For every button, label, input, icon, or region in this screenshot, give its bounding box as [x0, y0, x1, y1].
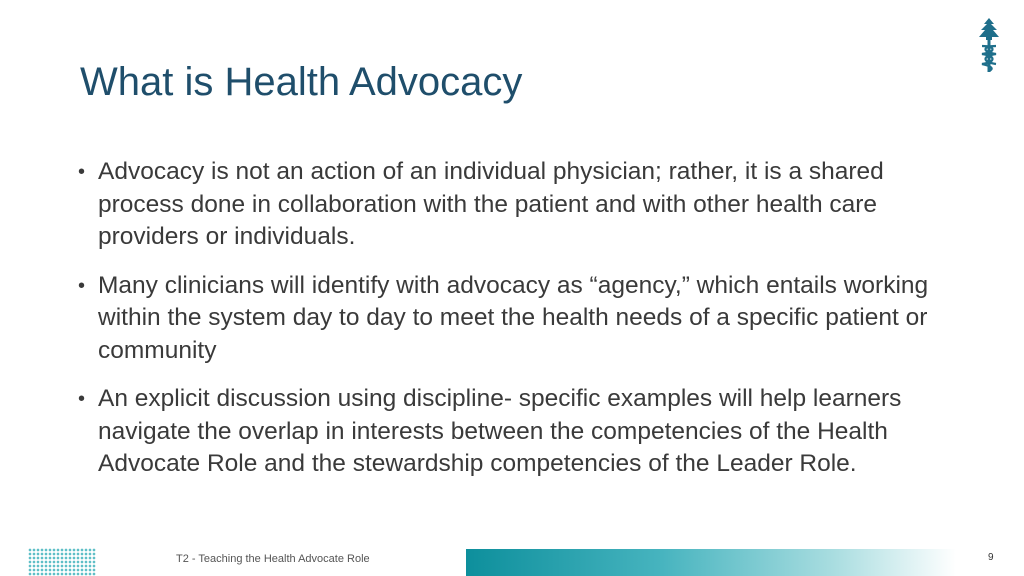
bullet-text: Advocacy is not an action of an individual physician; rather, it is a shared process done in collaboration with the patient and with other health care providers or individuals. — [98, 158, 884, 250]
slide-title: What is Health Advocacy — [80, 60, 523, 104]
bullet-list — [78, 156, 958, 497]
bullet-marker: • — [78, 161, 86, 183]
bullet-text: Many clinicians will identify with advocacy as “agency,” which entails working within the system day to day to meet the health needs of a specific patient or community — [98, 271, 929, 364]
footer-gradient-bar — [466, 549, 956, 576]
bullet-text: An explicit discussion using discipline- specific examples will help learners navigate the overlap in interests between the competencies of the Health Advocate Role and the stewardship competencies of the Leader Role. — [98, 385, 902, 477]
bullet-item-shared-process — [78, 156, 958, 254]
page-number: 9 — [988, 552, 994, 563]
bullet-item-agency — [78, 270, 958, 368]
caduceus-tree-logo-icon — [972, 16, 1006, 74]
bullet-item-explicit-discussion — [78, 383, 958, 481]
footer-dot-pattern — [28, 548, 96, 576]
footer-course-label: T2 - Teaching the Health Advocate Role — [176, 553, 370, 565]
bullet-marker: • — [78, 388, 86, 410]
bullet-marker: • — [78, 274, 86, 297]
